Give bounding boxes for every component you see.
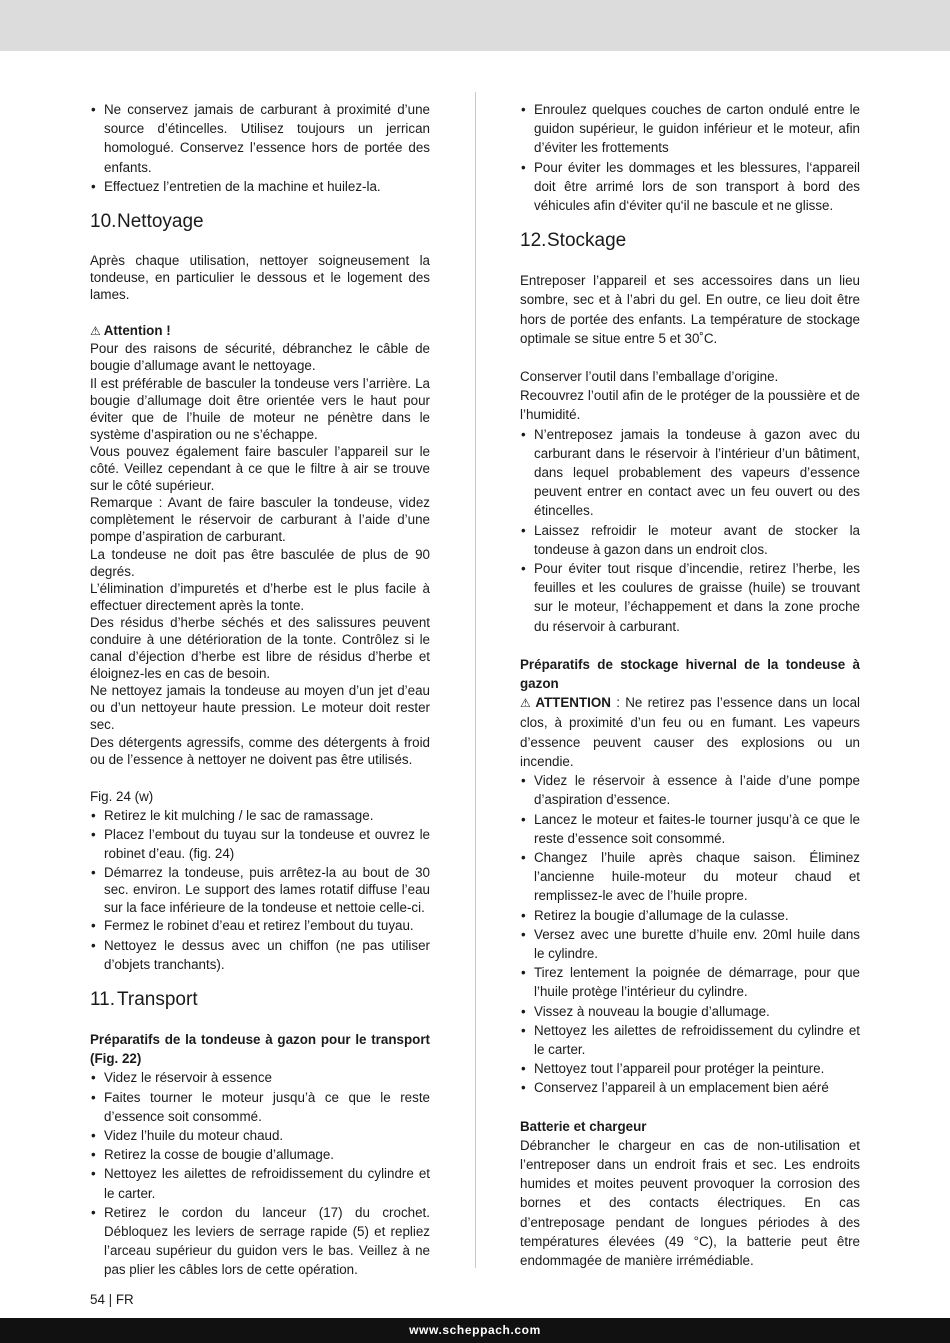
page-number: 54 <box>90 1292 105 1307</box>
list-item: • Videz le réservoir à essence <box>90 1068 430 1087</box>
list-item: • Effectuez l’entretien de la machine et huilez-la. <box>90 177 430 196</box>
paragraph: Conserver l’outil dans l’emballage d’origine. <box>520 369 779 385</box>
list-item: • Pour éviter tout risque d’incendie, retirez l’herbe, les feuilles et les coulures de graisse (huile) se trouvant sur le moteur, l’échappement et dans la zone proche du réservoir à carburant. <box>520 559 860 636</box>
paragraph: Il est préférable de basculer la tondeuse vers l’arrière. La bougie d’allumage doit être orientée vers le haut pour éviter que de l’huile de moteur ne pénètre dans le système d’aspiration ou ne s’échappe. <box>90 375 430 442</box>
footer-bar <box>0 1318 950 1343</box>
battery-paragraph: Débrancher le chargeur en cas de non-utilisation et l’entreposer dans un endroit frais et sec. Les endroits humides et moites peuvent provoquer la corrosion des bornes et des contacts électriques. En cas d’entreposage pendant de longues périodes à des températures élevées (49 °C), la batterie peut être endommagée de manière irrémédiable. <box>520 1137 860 1268</box>
section-heading-transport <box>90 988 430 1012</box>
list-item: • Fermez le robinet d’eau et retirez l’embout du tuyau. <box>90 916 430 935</box>
list-item: • Retirez le cordon du lanceur (17) du crochet. Débloquez les leviers de serrage rapide (5) et repliez l’arceau supérieur du guidon vers le bas. Veillez à ne pas plier les câbles lors de cette opération. <box>90 1203 430 1280</box>
page-footer <box>90 1292 134 1307</box>
paragraph: Des détergents agressifs, comme des détergents à froid ou de l’essence à nettoyer ne doivent pas être utilisés. <box>90 734 430 767</box>
winter-attention-paragraph <box>520 693 860 771</box>
figure-reference: Fig. 24 (w) <box>90 788 154 804</box>
list-item: • Lancez le moteur et faites-le tourner jusqu’à ce que le reste d’essence soit consommé. <box>520 810 860 848</box>
header-bar <box>0 0 950 51</box>
attention-label: ATTENTION <box>535 695 611 711</box>
list-item: • Retirez la bougie d’allumage de la culasse. <box>520 906 860 925</box>
attention-heading <box>90 322 430 340</box>
language-code: FR <box>115 1292 134 1307</box>
cleaning-intro: Après chaque utilisation, nettoyer soigneusement la tondeuse, en particulier le dessous et le logement des lames. <box>90 253 430 303</box>
paragraph: L’élimination d’impuretés et d’herbe est le plus facile à effectuer directement après la tonte. <box>90 580 430 613</box>
transport-subheading: Préparatifs de la tondeuse à gazon pour le transport (Fig. 22) <box>90 1031 430 1067</box>
battery-heading: Batterie et chargeur <box>520 1118 647 1134</box>
list-item: • Conservez l’appareil à un emplacement bien aéré <box>520 1078 860 1097</box>
section-heading-stockage <box>520 229 860 253</box>
list-item: • Nettoyez le dessus avec un chiffon (ne pas utiliser d’objets tranchants). <box>90 936 430 974</box>
storage-bullet-list <box>520 425 860 636</box>
list-item: • N’entreposez jamais la tondeuse à gazon avec du carburant dans le réservoir à l’intérieur d’un bâtiment, dans lequel probablement des vapeurs d’essence peuvent entrer en contact avec un feu ouvert ou des étincelles. <box>520 425 860 521</box>
list-item: • Nettoyez tout l’appareil pour protéger la peinture. <box>520 1059 860 1078</box>
list-item: • Nettoyez les ailettes de refroidissement du cylindre et le carter. <box>90 1164 430 1202</box>
list-item: • Nettoyez les ailettes de refroidissement du cylindre et le carter. <box>520 1021 860 1059</box>
cleaning-steps-list <box>90 806 430 974</box>
left-column <box>90 100 430 1280</box>
list-item: • Placez l’embout du tuyau sur la tondeuse et ouvrez le robinet d’eau. (fig. 24) <box>90 825 430 863</box>
list-item: • Retirez la cosse de bougie d’allumage. <box>90 1145 430 1164</box>
list-item: • Démarrez la tondeuse, puis arrêtez-la au bout de 30 sec. environ. Le support des lames rotatif diffuse l’eau sur la face inférieure de la tondeuse et nettoie celle-ci. <box>90 864 430 917</box>
section-number: 10. <box>90 211 117 233</box>
warning-triangle-icon: ⚠ <box>90 324 101 339</box>
section-number: 11. <box>90 988 116 1010</box>
attention-label: Attention ! <box>103 323 171 339</box>
list-item: • Faites tourner le moteur jusqu’à ce que le reste d’essence soit consommé. <box>90 1088 430 1126</box>
list-item: • Retirez le kit mulching / le sac de ramassage. <box>90 806 430 825</box>
column-divider <box>475 92 476 1268</box>
storage-intro: Entreposer l’appareil et ses accessoires dans un lieu sombre, sec et à l’abri du gel. En outre, ce lieu doit être hors de portée des enfants. La température de stockage optimale se situe entre 5 et 30˚C. <box>520 273 860 346</box>
list-item: • Pour éviter les dommages et les blessures, l‘appareil doit être arrimé lors de son transport à bord des véhicules afin d‘éviter qu‘il ne bascule et ne glisse. <box>520 158 860 216</box>
website-link[interactable]: www.scheppach.com <box>409 1323 541 1337</box>
list-item: • Enroulez quelques couches de carton ondulé entre le guidon supérieur, le guidon inférieur et le moteur, afin d’éviter les frottements <box>520 100 860 158</box>
paragraph: Remarque : Avant de faire basculer la tondeuse, videz complètement le réservoir de carburant à l’aide d’une pompe d’aspiration de carburant. <box>90 495 430 545</box>
paragraph: La tondeuse ne doit pas être basculée de plus de 90 degrés. <box>90 546 430 579</box>
list-item: • Vissez à nouveau la bougie d’allumage. <box>520 1002 860 1021</box>
intro-bullet-list <box>90 100 430 196</box>
right-column <box>520 100 860 1270</box>
list-item: • Videz l’huile du moteur chaud. <box>90 1126 430 1145</box>
transport-continued-list <box>520 100 860 215</box>
paragraph: Des résidus d’herbe séchés et des salissures peuvent conduire à une détérioration de la tonte. Contrôlez si le canal d’éjection d’herbe est libre de résidus d’herbe et éloignez-les en cas de besoin. <box>90 614 430 682</box>
paragraph: Recouvrez l’outil afin de le protéger de la poussière et de l’humidité. <box>520 388 860 423</box>
section-number: 12. <box>520 230 547 252</box>
section-title: Transport <box>117 988 198 1010</box>
transport-steps-list <box>90 1068 430 1279</box>
winter-storage-list <box>520 771 860 1097</box>
footer-separator: | <box>108 1292 113 1307</box>
section-title: Nettoyage <box>117 211 204 233</box>
section-title: Stockage <box>547 230 627 252</box>
winter-storage-heading: Préparatifs de stockage hivernal de la tondeuse à gazon <box>520 656 860 692</box>
attention-text: : Ne retirez pas l’essence dans un local clos, à proximité d’un feu ou en fumant. Les vapeurs d’essence peuvent causer des explosions ou un incendie. <box>520 695 860 769</box>
list-item: • Videz le réservoir à essence à l’aide d’une pompe d’aspiration d’essence. <box>520 771 860 809</box>
warning-triangle-icon: ⚠ <box>520 696 533 711</box>
list-item: • Laissez refroidir le moteur avant de stocker la tondeuse à gazon dans un endroit clos. <box>520 521 860 559</box>
list-item: • Tirez lentement la poignée de démarrage, pour que l’huile protège l’intérieur du cylindre. <box>520 963 860 1001</box>
paragraph: Vous pouvez également faire basculer l’appareil sur le côté. Veillez cependant à ce que le filtre à air se trouve sur le côté supérieur. <box>90 443 430 494</box>
paragraph: Pour des raisons de sécurité, débranchez le câble de bougie d’allumage avant le nettoyage. <box>90 341 430 374</box>
list-item: • Versez avec une burette d’huile env. 20ml huile dans le cylindre. <box>520 925 860 963</box>
list-item: • Ne conservez jamais de carburant à proximité d’une source d’étincelles. Utilisez toujours un jerrican homologué. Conservez l’essence hors de portée des enfants. <box>90 100 430 177</box>
section-heading-nettoyage <box>90 210 430 234</box>
list-item: • Changez l’huile après chaque saison. Éliminez l’ancienne huile-moteur du moteur chaud et remplissez-le avec de l’huile propre. <box>520 848 860 906</box>
paragraph: Ne nettoyez jamais la tondeuse au moyen d’un jet d’eau ou d’un nettoyeur haute pression. Le moteur doit rester sec. <box>90 683 430 733</box>
